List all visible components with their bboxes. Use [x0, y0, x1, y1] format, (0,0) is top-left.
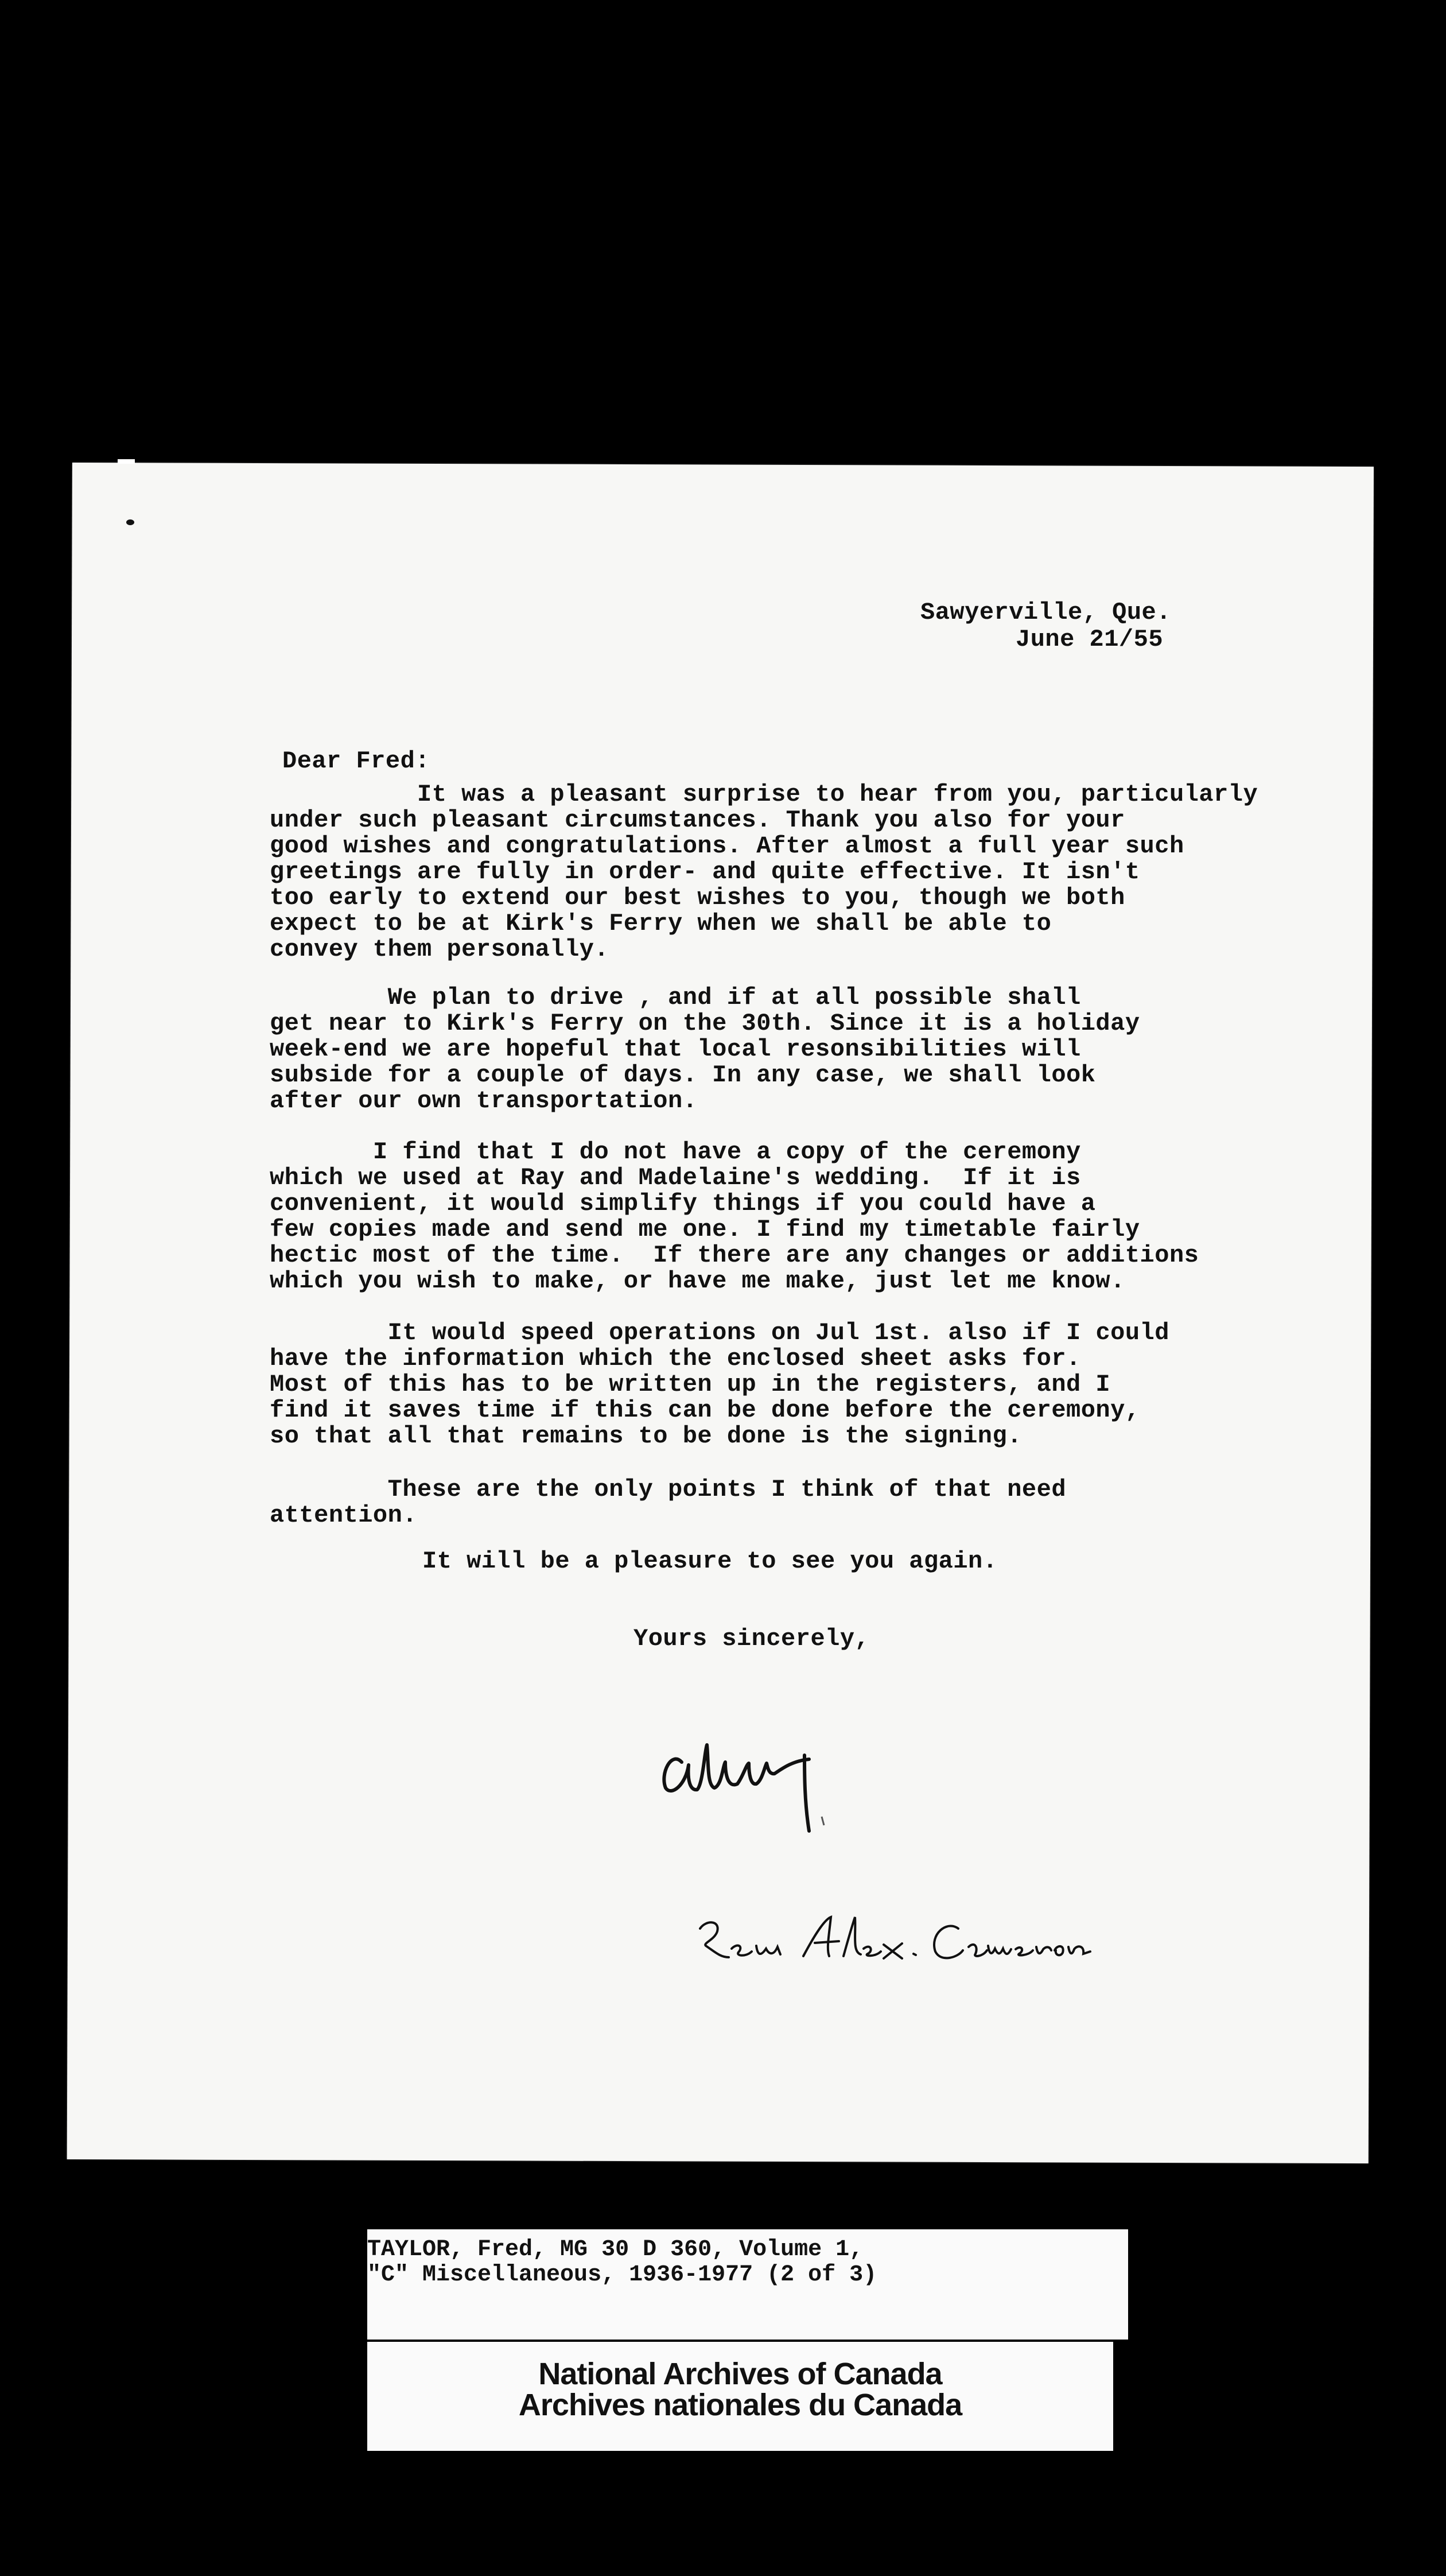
reference-line-1: TAYLOR, Fred, MG 30 D 360, Volume 1, [367, 2237, 864, 2263]
letter-paragraph-4: It would speed operations on Jul 1st. also if I could have the information which the enclosed sheet asks for. Most of this has to be written up in the registers, and I find it saves time if this can be done before the ceremony, so that all that remains to be done is the signing. [270, 1319, 1169, 1450]
letter-paragraph-5: These are the only points I think of that need attention. [270, 1476, 1067, 1529]
handwritten-signature [654, 1710, 872, 1860]
scan-speck [126, 519, 134, 525]
handwritten-name [689, 1894, 1148, 1974]
letter-place: Sawyerville, Que. [920, 599, 1171, 626]
archive-name-french: Archives nationales du Canada [518, 2388, 962, 2422]
letter-closing: Yours sincerely, [633, 1625, 870, 1652]
letter-paragraph-3: I find that I do not have a copy of the ceremony which we used at Ray and Madelaine's wedding. If it is convenient, it would simplify things if you could have a few copies made and send me one. I find my timetable fairly hectic most of the time. If there are any changes or additions which you wish to make, or have me make, just let me know. [270, 1138, 1199, 1295]
archive-name-english: National Archives of Canada [538, 2357, 942, 2391]
reference-line-2: "C" Miscellaneous, 1936-1977 (2 of 3) [367, 2262, 877, 2288]
letter-date: June 21/55 [1016, 626, 1164, 653]
letter-paragraph-6: It will be a pleasure to see you again. [422, 1547, 998, 1575]
letter-paragraph-2: We plan to drive , and if at all possible shall get near to Kirk's Ferry on the 30th. Since it is a holiday week-end we are hopeful that local resonsibilities will subside for a couple of days. In any case, we shall look after our own transportation. [270, 984, 1140, 1115]
letter-salutation: Dear Fred: [282, 747, 430, 775]
sheet-corner-mark [118, 459, 135, 464]
letter-paragraph-1: It was a pleasant surprise to hear from you, particularly under such pleasant circumstances. Thank you also for your good wishes and congratulations. After almost a full year such greetings are fully in order- and quite effective. It isn't too early to extend our best wishes to you, though we both expect to be at Kirk's Ferry when we shall be able to convey them personally. [270, 781, 1258, 963]
